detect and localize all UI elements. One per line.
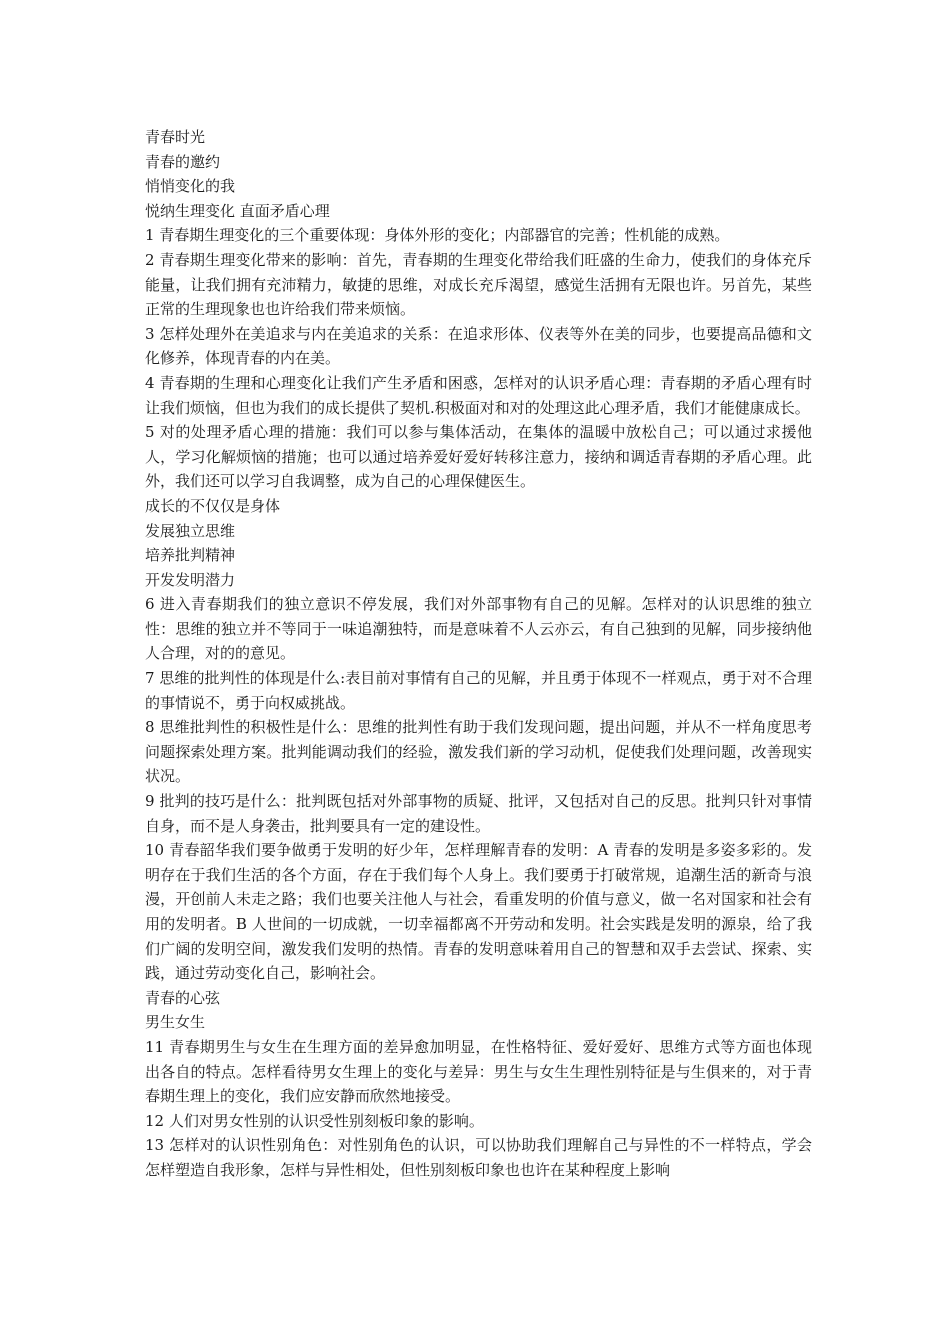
paragraph-6: 6 进入青春期我们的独立意识不停发展，我们对外部事物有自己的见解。怎样对的认识思维的独立性：思维的独立并不等同于一味追潮独特，而是意味着不人云亦云，有自己独到的见解，同步接纳他人合理，对的的意见。 [145, 595, 812, 663]
paragraph-12: 12 人们对男女性别的认识受性别刻板印象的影响。 [145, 1111, 484, 1130]
paragraph-8: 8 思维批判性的积极性是什么：思维的批判性有助于我们发现问题，提出问题，并从不一样角度思考问题探索处理方案。批判能调动我们的经验，激发我们新的学习动机，促使我们处理问题，改善现实状况。 [145, 718, 812, 786]
document-body [145, 125, 812, 1183]
lesson-title-heartstrings: 青春的心弦 [145, 988, 221, 1007]
paragraph-13: 13 怎样对的认识性别角色：对性别角色的认识，可以协助我们理解自己与异性的不一样特点，学会怎样塑造自我形象，怎样与异性相处，但性别刻板印象也也许在某种程度上影响 [145, 1136, 812, 1179]
paragraph-7: 7 思维的批判性的体现是什么:表目前对事情有自己的见解，并且勇于体现不一样观点，勇于对不合理的事情说不，勇于向权威挑战。 [145, 669, 812, 712]
section-title-independent-thinking: 发展独立思维 [145, 521, 236, 540]
title-youth-time: 青春时光 [145, 128, 206, 146]
paragraph-3: 3 怎样处理外在美追求与内在美追求的关系：在追求形体、仪表等外在美的同步，也要提高品德和文化修养，体现青春的内在美。 [145, 324, 812, 368]
paragraph-4: 4 青春期的生理和心理变化让我们产生矛盾和困惑，怎样对的认识矛盾心理：青春期的矛盾心理有时让我们烦恼，但也为我们的成长提供了契机.积极面对和对的处理这此心理矛盾，我们才能健康成长。 [145, 373, 812, 417]
paragraph-2: 2 青春期生理变化带来的影响：首先，青春期的生理变化带给我们旺盛的生命力，使我们的身体充斥能量，让我们拥有充沛精力，敏捷的思维，对成长充斥渴望，感觉生活拥有无限也许。另首先，某些正常的生理现象也也许给我们带来烦恼。 [145, 250, 812, 319]
paragraph-10: 10 青春韶华我们要争做勇于发明的好少年，怎样理解青春的发明：A 青春的发明是多姿多彩的。发明存在于我们生活的各个方面，存在于我们每个人身上。我们要勇于打破常规，追潮生活的新奇与浪漫，开创前人未走之路；我们也要关注他人与社会，看重发明的价值与意义，做一名对国家和社会有用的发明者。B 人世间的一切成就，一切幸福都离不开劳动和发明。社会实践是发明的源泉，给了我们广阔的发明空间，激发我们发明的热情。青春的发明意味着用自己的智慧和双手去尝试、探索、实践，通过劳动变化自己，影响社会。 [145, 841, 812, 983]
paragraph-5: 5 对的处理矛盾心理的措施：我们可以参与集体活动，在集体的温暖中放松自己；可以通过求援他人，学习化解烦恼的措施；也可以通过培养爱好爱好转移注意力，接纳和调适青春期的矛盾心理。此外，我们还可以学习自我调整，成为自己的心理保健医生。 [145, 423, 812, 491]
unit-title-youth-invitation: 青春的邀约 [145, 152, 221, 171]
paragraph-9: 9 批判的技巧是什么：批判既包括对外部事物的质疑、批评，又包括对自己的反思。批判只针对事情自身，而不是人身袭击，批判要具有一定的建设性。 [145, 792, 812, 835]
section-title-creativity: 开发发明潜力 [145, 570, 236, 589]
paragraph-1: 1 青春期生理变化的三个重要体现：身体外形的变化；内部器官的完善；性机能的成熟。 [145, 226, 730, 245]
paragraph-11: 11 青春期男生与女生在生理方面的差异愈加明显，在性格特征、爱好爱好、思维方式等方面也体现出各自的特点。怎样看待男女生理上的变化与差异：男生与女生生理性别特征是与生俱来的，对于青春期生理上的变化，我们应安静而欣然地接受。 [145, 1037, 812, 1106]
lesson-title-changing-me: 悄悄变化的我 [145, 177, 236, 196]
section-title-physiology: 悦纳生理变化 直面矛盾心理 [145, 201, 330, 220]
section-title-critical-spirit: 培养批判精神 [145, 546, 236, 565]
section-title-boys-girls: 男生女生 [145, 1013, 206, 1032]
lesson-title-growth: 成长的不仅仅是身体 [145, 496, 281, 515]
